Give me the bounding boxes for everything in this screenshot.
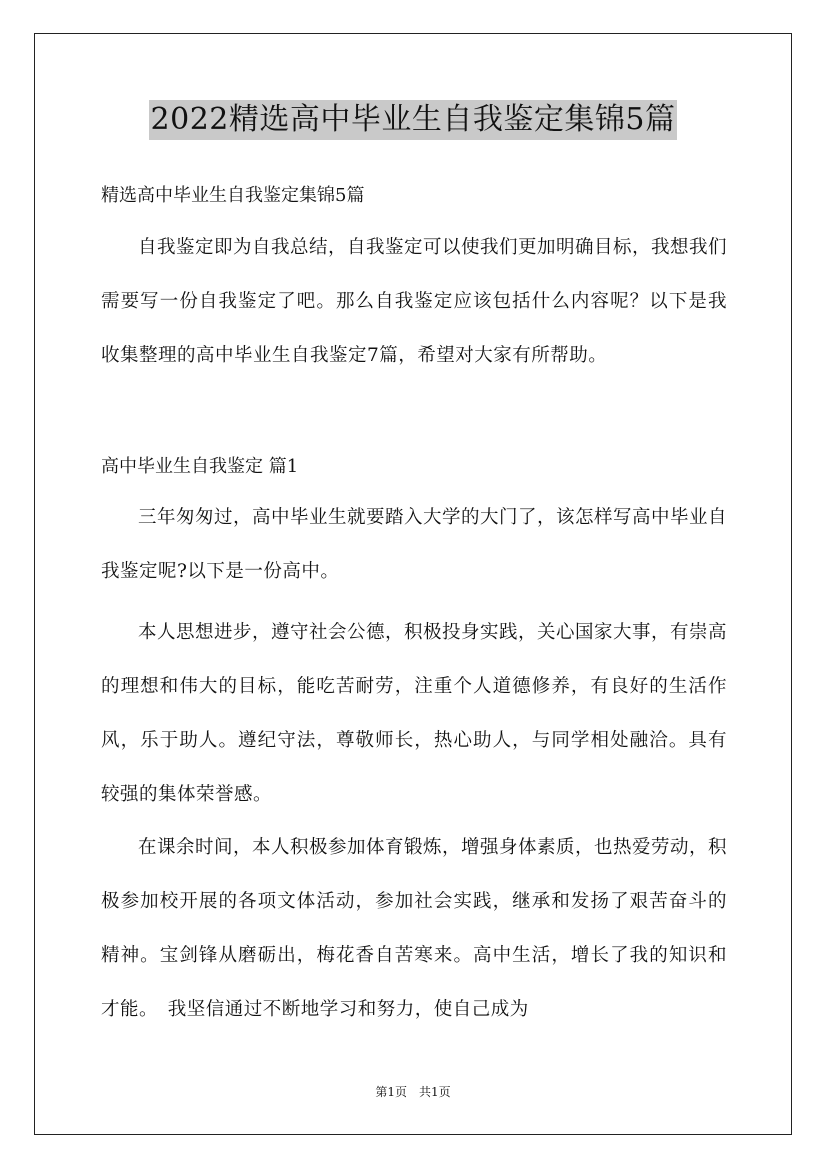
page-footer: 第1页 共1页 (375, 1085, 451, 1099)
section-heading: 高中毕业生自我鉴定 篇1 (101, 456, 299, 477)
body-paragraph: 三年匆匆过，高中毕业生就要踏入大学的大门了，该怎样写高中毕业自我鉴定呢?以下是一份高中。 (101, 507, 728, 582)
body-paragraph: 本人思想进步，遵守社会公德，积极投身实践，关心国家大事，有崇高的理想和伟大的目标，能吃苦耐劳，注重个人道德修养，有良好的生活作风，乐于助人。遵纪守法，尊敬师长，热心助人，与同学相处融洽。具有较强的集体荣誉感。 (101, 622, 728, 805)
intro-paragraph: 自我鉴定即为自我总结，自我鉴定可以使我们更加明确目标，我想我们需要写一份自我鉴定了吧。那么自我鉴定应该包括什么内容呢？以下是我收集整理的高中毕业生自我鉴定7篇，希望对大家有所帮助。 (101, 237, 728, 366)
page-frame (34, 33, 792, 1135)
title-container (35, 100, 791, 140)
document-subtitle: 精选高中毕业生自我鉴定集锦5篇 (101, 185, 365, 206)
body-paragraph: 在课余时间，本人积极参加体育锻炼，增强身体素质，也热爱劳动，积极参加校开展的各项文体活动，参加社会实践，继承和发扬了艰苦奋斗的精神。宝剑锋从磨砺出，梅花香自苦寒来。高中生活，增长了我的知识和才能。 我坚信通过不断地学习和努力，使自己成为 (101, 837, 728, 1020)
document-title: 2022精选高中毕业生自我鉴定集锦5篇 (149, 100, 678, 140)
